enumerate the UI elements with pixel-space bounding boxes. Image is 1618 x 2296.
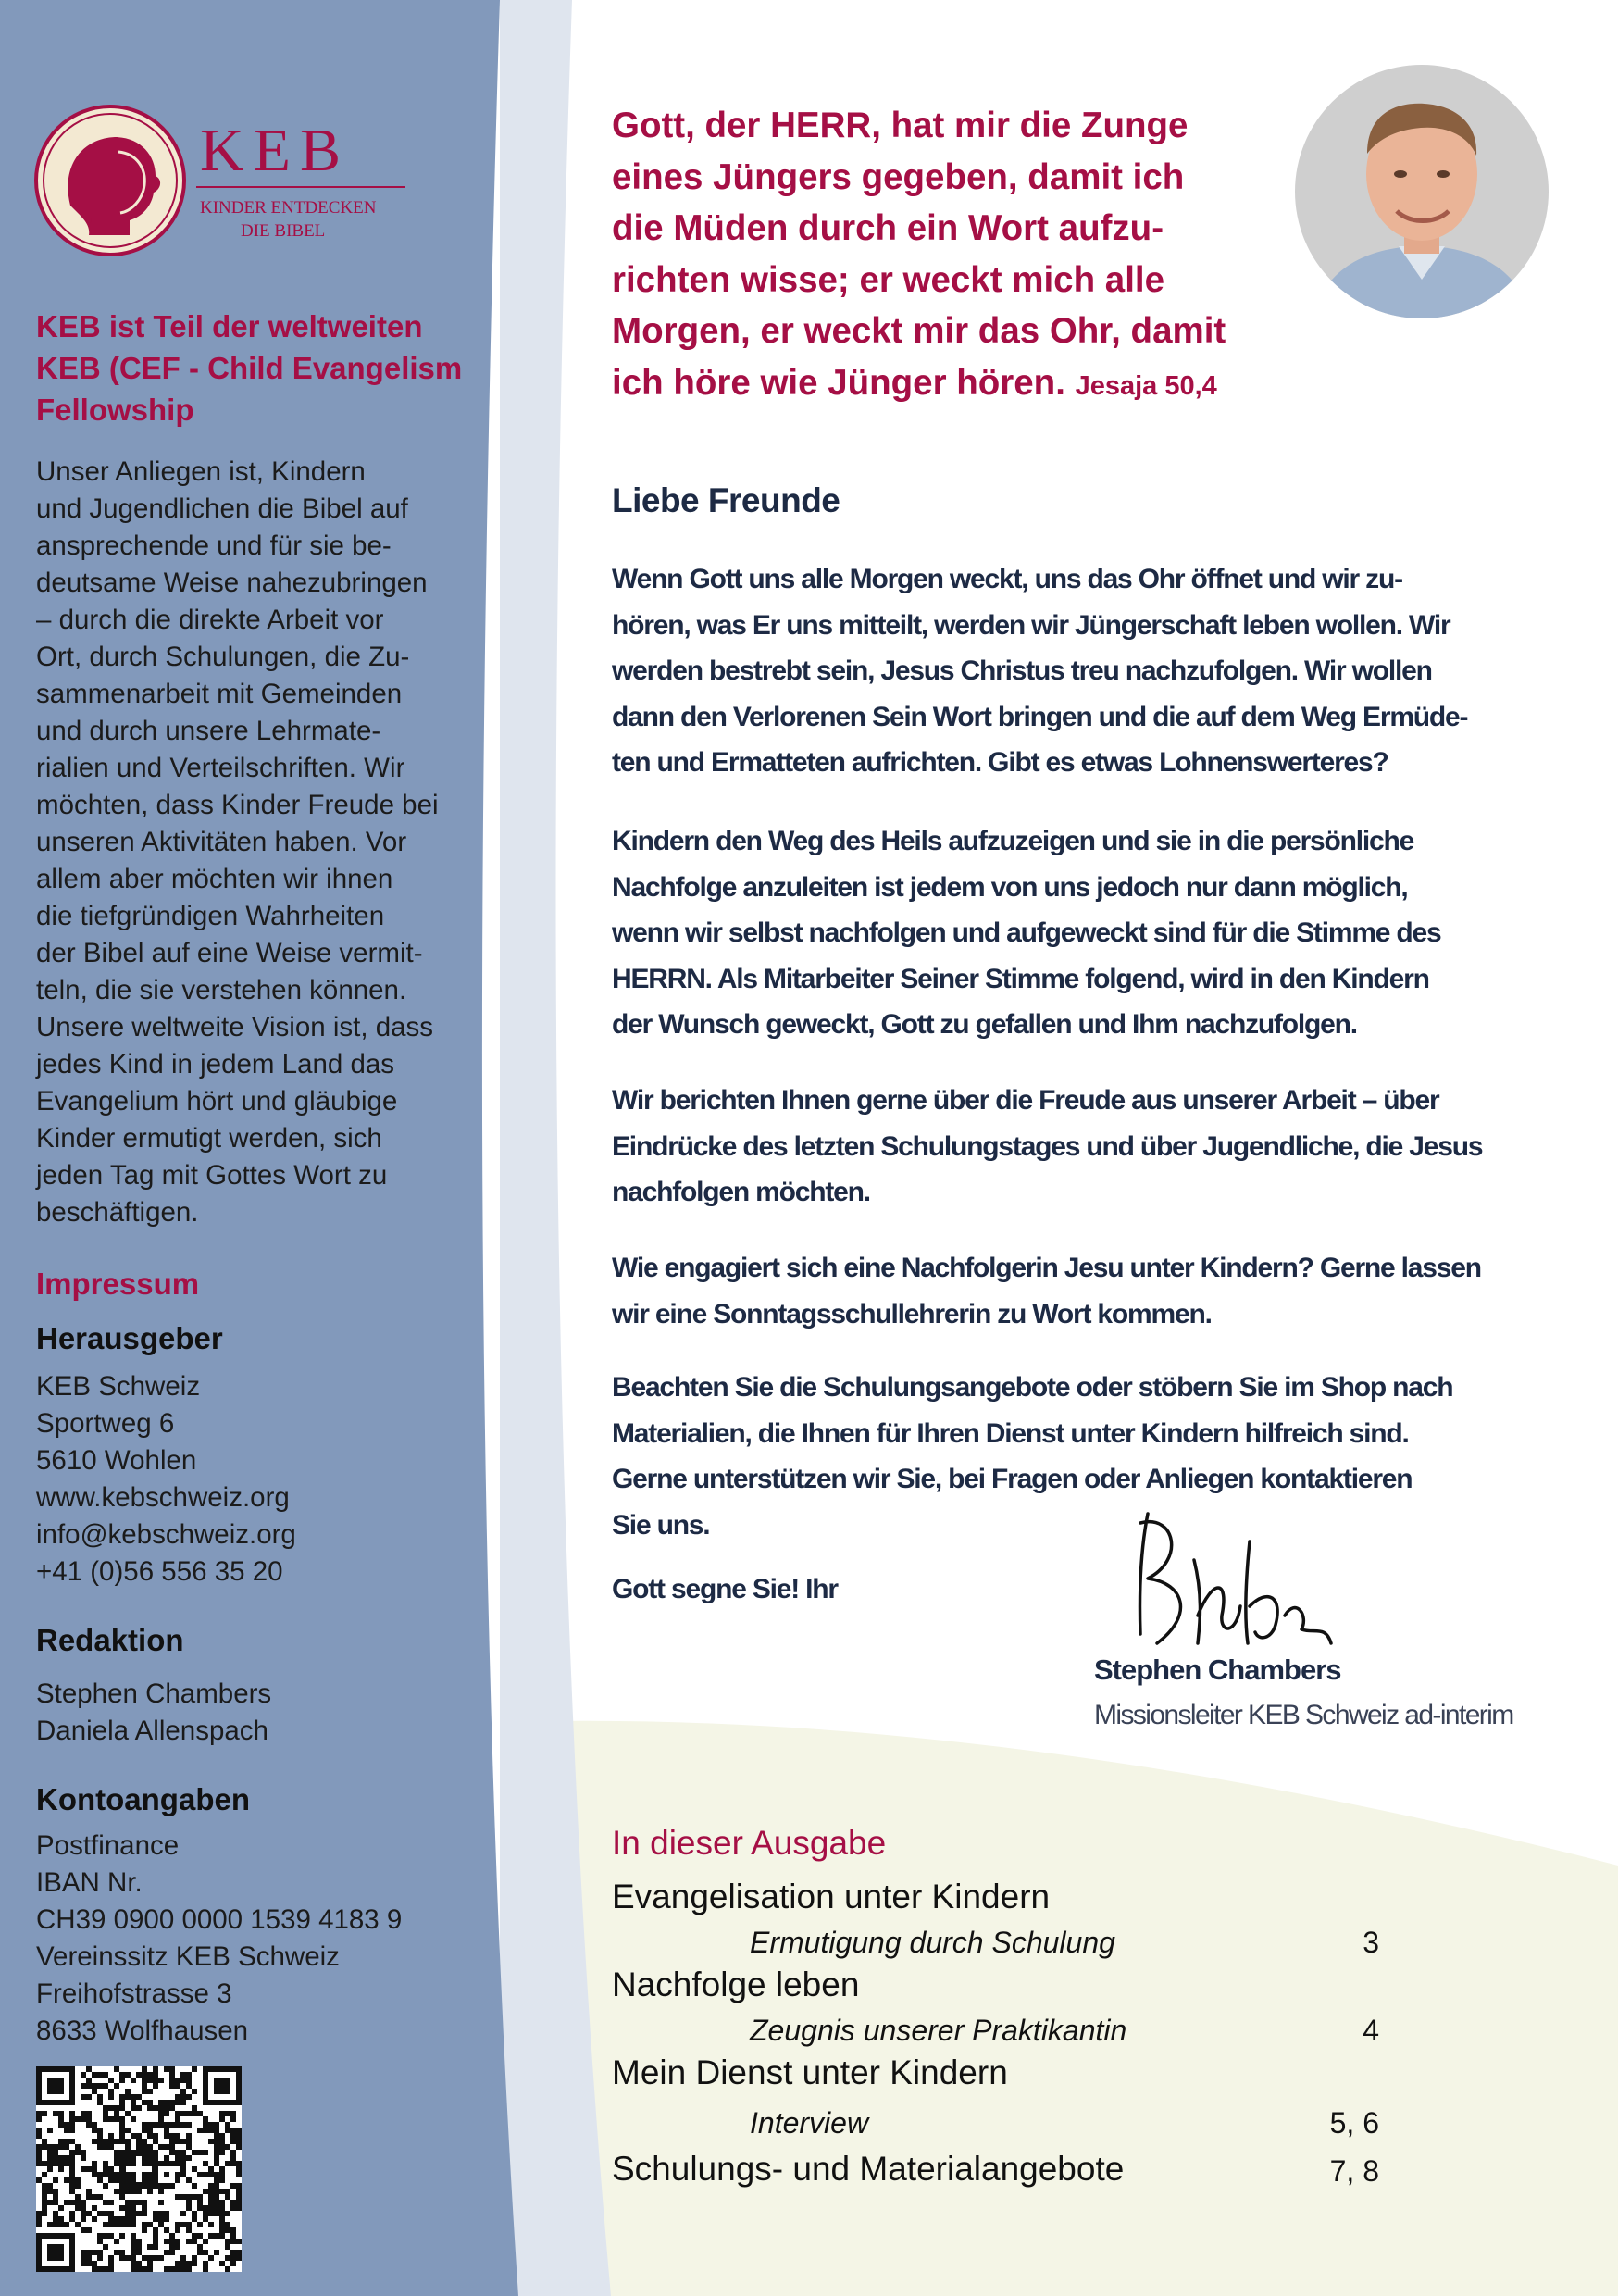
quote-line bbox=[612, 306, 1297, 357]
letter-line: wenn wir selbst nachfolgen und aufgeweckt sind für die Stimme des bbox=[612, 917, 1441, 948]
signer-name: Stephen Chambers bbox=[1094, 1653, 1341, 1686]
quote-line bbox=[612, 203, 1297, 255]
herausgeber-details bbox=[36, 1368, 471, 1591]
herausgeber-line: +41 (0)56 556 35 20 bbox=[36, 1556, 283, 1587]
signer-role: Missionsleiter KEB Schweiz ad-interim bbox=[1094, 1700, 1513, 1730]
svg-text:KEB: KEB bbox=[200, 117, 350, 184]
footer-tint-area bbox=[500, 1721, 1618, 2296]
letter-greeting: Liebe Freunde bbox=[612, 481, 840, 519]
sidebar-intro-line: möchten, dass Kinder Freude bei bbox=[36, 790, 439, 820]
herausgeber-title: Herausgeber bbox=[36, 1321, 223, 1355]
toc-item-title[interactable]: Evangelisation unter Kindern bbox=[612, 1878, 1051, 1915]
sidebar-intro-line: Kinder ermutigt werden, sich bbox=[36, 1123, 382, 1154]
quote-line-text: die Müden durch ein Wort aufzu- bbox=[612, 208, 1164, 248]
letter-line: Gerne unterstützen wir Sie, bei Fragen oder Anliegen kontaktieren bbox=[612, 1464, 1413, 1494]
sidebar-heading-line: KEB ist Teil der weltweiten bbox=[36, 309, 423, 343]
toc-item-page: 7, 8 bbox=[1329, 2154, 1379, 2188]
sidebar-intro-line: sammenarbeit mit Gemeinden bbox=[36, 679, 403, 709]
impressum-title: Impressum bbox=[36, 1267, 200, 1301]
letter-line: Nachfolge anzuleiten ist jedem von uns jedoch nur dann möglich, bbox=[612, 871, 1408, 903]
letter-line: wir eine Sonntagsschullehrerin zu Wort kommen. bbox=[612, 1298, 1212, 1329]
sidebar-intro-line: die tiefgründigen Wahrheiten bbox=[36, 901, 385, 931]
quote-line bbox=[612, 152, 1297, 204]
kontoangaben-line: IBAN Nr. bbox=[36, 1867, 143, 1898]
letter-line: ten und Ermatteten aufrichten. Gibt es etwas Lohnenswerteres? bbox=[612, 747, 1388, 778]
quote-line-text: Gott, der HERR, hat mir die Zunge bbox=[612, 106, 1189, 145]
quote-line-text: Morgen, er weckt mir das Ohr, damit bbox=[612, 311, 1226, 351]
herausgeber-line: 5610 Wohlen bbox=[36, 1445, 197, 1476]
sidebar-intro-line: und durch unsere Lehrmate- bbox=[36, 716, 381, 746]
quote-line-text: ich höre wie Jünger hören. bbox=[612, 362, 1065, 403]
toc-item-title[interactable]: Nachfolge leben bbox=[612, 1965, 860, 2003]
logo-tagline-1: KINDER ENTDECKEN bbox=[200, 198, 377, 218]
toc-item-title[interactable]: Mein Dienst unter Kindern bbox=[612, 2053, 1008, 2091]
logo-tagline-2: DIE BIBEL bbox=[241, 221, 326, 241]
sidebar-intro-line: jedes Kind in jedem Land das bbox=[36, 1049, 395, 1079]
letter-paragraph bbox=[612, 818, 1537, 1048]
kontoangaben-details bbox=[36, 1828, 471, 2050]
toc-item-subtitle: Interview bbox=[750, 2106, 869, 2140]
sidebar-heading-line: KEB (CEF - Child Evangelism bbox=[36, 351, 463, 385]
toc-item-title[interactable]: Schulungs- und Materialangebote bbox=[612, 2150, 1125, 2188]
sidebar-intro-line: beschäftigen. bbox=[36, 1197, 199, 1228]
quote-line-text: eines Jüngers gegeben, damit ich bbox=[612, 156, 1185, 197]
sidebar-intro-line: ansprechende und für sie be- bbox=[36, 530, 392, 561]
kontoangaben-title: Kontoangaben bbox=[36, 1782, 250, 1816]
kontoangaben-line: Vereinssitz KEB Schweiz bbox=[36, 1941, 340, 1972]
letter-line: dann den Verlorenen Sein Wort bringen und die auf dem Weg Ermüde- bbox=[612, 701, 1468, 732]
sidebar-intro-line: allem aber möchten wir ihnen bbox=[36, 864, 393, 894]
sidebar-intro-line: jeden Tag mit Gottes Wort zu bbox=[36, 1160, 388, 1191]
sidebar-intro-line: unseren Aktivitäten haben. Vor bbox=[36, 827, 407, 857]
sidebar-intro-line: Evangelium hört und gläubige bbox=[36, 1086, 398, 1117]
letter-line: der Wunsch geweckt, Gott zu gefallen und Ihm nachzufolgen. bbox=[612, 1009, 1357, 1040]
sidebar-intro-line: Unsere weltweite Vision ist, dass bbox=[36, 1012, 434, 1042]
letter-line: HERRN. Als Mitarbeiter Seiner Stimme folgend, wird in den Kindern bbox=[612, 963, 1429, 994]
sidebar-intro-line: teln, die sie verstehen können. bbox=[36, 975, 407, 1005]
sidebar-intro-line: der Bibel auf eine Weise vermit- bbox=[36, 938, 423, 968]
letter-paragraph bbox=[612, 1245, 1537, 1337]
sidebar-intro-line: und Jugendlichen die Bibel auf bbox=[36, 493, 408, 524]
sidebar-intro-line: Ort, durch Schulungen, die Zu- bbox=[36, 642, 410, 672]
toc-item-page: 5, 6 bbox=[1329, 2106, 1379, 2140]
herausgeber-line: KEB Schweiz bbox=[36, 1371, 201, 1402]
toc-item-page: 4 bbox=[1363, 2014, 1379, 2047]
letter-closing: Gott segne Sie! Ihr bbox=[612, 1574, 838, 1604]
redaktion-line: Daniela Allenspach bbox=[36, 1716, 268, 1746]
herausgeber-line: www.kebschweiz.org bbox=[36, 1482, 290, 1513]
toc-item-subtitle: Ermutigung durch Schulung bbox=[750, 1926, 1115, 1959]
herausgeber-line: Sportweg 6 bbox=[36, 1408, 175, 1439]
letter-line: Kindern den Weg des Heils aufzuzeigen und sie in die persönliche bbox=[612, 826, 1414, 856]
sidebar-intro-line: deutsame Weise nahezubringen bbox=[36, 568, 428, 598]
letter-line: Materialien, die Ihnen für Ihren Dienst unter Kindern hilfreich sind. bbox=[612, 1417, 1409, 1449]
author-portrait bbox=[1295, 65, 1549, 318]
toc-item-subtitle: Zeugnis unserer Praktikantin bbox=[750, 2014, 1127, 2047]
qr-code[interactable] bbox=[36, 2066, 242, 2272]
letter-line: hören, was Er uns mitteilt, werden wir Jüngerschaft leben wollen. Wir bbox=[612, 609, 1450, 641]
redaktion-title: Redaktion bbox=[36, 1623, 184, 1657]
sidebar-intro-line: Unser Anliegen ist, Kindern bbox=[36, 456, 366, 487]
sidebar-heading bbox=[36, 306, 471, 430]
redaktion-details bbox=[36, 1676, 471, 1750]
kontoangaben-line: CH39 0900 0000 1539 4183 9 bbox=[36, 1904, 403, 1935]
sidebar-heading-line: Fellowship bbox=[36, 393, 194, 427]
toc-item-page: 3 bbox=[1363, 1926, 1379, 1959]
quote-line bbox=[612, 357, 1297, 413]
letter-paragraph bbox=[612, 556, 1537, 786]
herausgeber-line: info@kebschweiz.org bbox=[36, 1519, 296, 1550]
kontoangaben-line: 8633 Wolfhausen bbox=[36, 2015, 249, 2046]
sidebar-intro-line: – durch die direkte Arbeit vor bbox=[36, 605, 384, 635]
letter-line: Wenn Gott uns alle Morgen weckt, uns das Ohr öffnet und wir zu- bbox=[612, 564, 1402, 594]
kontoangaben-line: Freihofstrasse 3 bbox=[36, 1978, 232, 2009]
letter-line: Wir berichten Ihnen gerne über die Freude aus unserer Arbeit – über bbox=[612, 1085, 1439, 1116]
letter-line: Wie engagiert sich eine Nachfolgerin Jesu unter Kindern? Gerne lassen bbox=[612, 1253, 1481, 1283]
redaktion-line: Stephen Chambers bbox=[36, 1678, 272, 1709]
letter-line: Sie uns. bbox=[612, 1509, 710, 1541]
quote-reference: Jesaja 50,4 bbox=[1075, 370, 1217, 401]
bible-quote bbox=[612, 100, 1297, 412]
letter-line: werden bestrebt sein, Jesus Christus treu nachzufolgen. Wir wollen bbox=[612, 655, 1432, 686]
letter-line: nachfolgen möchten. bbox=[612, 1177, 870, 1207]
keb-logo bbox=[33, 104, 413, 261]
handwritten-signature bbox=[1120, 1504, 1342, 1648]
letter-line: Eindrücke des letzten Schulungstages und über Jugendliche, die Jesus bbox=[612, 1130, 1483, 1162]
kontoangaben-line: Postfinance bbox=[36, 1830, 180, 1861]
quote-line-text: richten wisse; er weckt mich alle bbox=[612, 259, 1165, 300]
quote-line bbox=[612, 100, 1297, 152]
letter-paragraph bbox=[612, 1078, 1537, 1216]
letter-paragraph bbox=[612, 1365, 1537, 1548]
quote-line bbox=[612, 255, 1297, 306]
toc-title: In dieser Ausgabe bbox=[612, 1824, 887, 1862]
sidebar-intro-line: rialien und Verteilschriften. Wir bbox=[36, 753, 405, 783]
letter-line: Beachten Sie die Schulungsangebote oder stöbern Sie im Shop nach bbox=[612, 1372, 1453, 1403]
sidebar-intro-text bbox=[36, 454, 471, 1231]
